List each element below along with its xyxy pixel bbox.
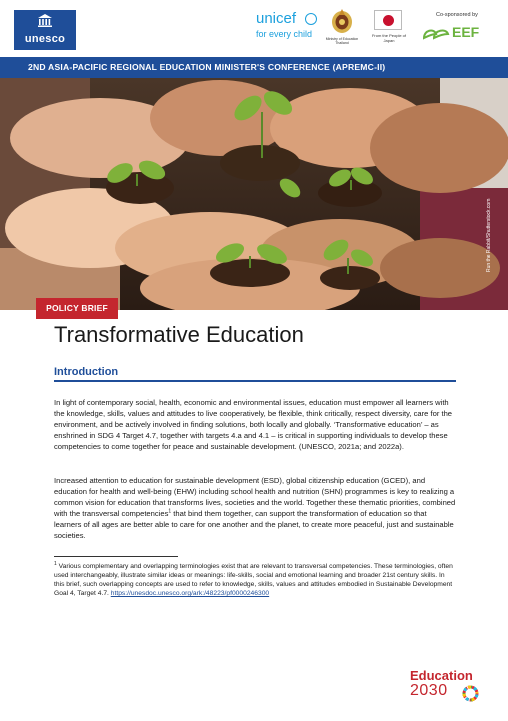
unesco-label: unesco xyxy=(24,33,66,45)
hero-photo xyxy=(0,78,508,310)
paragraph-2-text-a: Increased attention to education for sustainable development (ESD), global citizenship education (GCED), and education for health and well-being (EHW) including school health and nutrition (SHN) programmes is key to realizing a common vision for education that transforms lives, societies and the world. Together these thematic priorities, combined with the transversal competencies xyxy=(54,476,456,518)
paragraph-2-text-b: that bind them together, can support the transformation of education so that learners of all ages are better able to care for one another and the planet, to create more peaceful, just and sustainable societies. xyxy=(54,508,454,540)
education-logo-word: Education xyxy=(410,668,473,683)
photo-credit: Run the Rabbit/Shutterstock.com xyxy=(486,198,492,272)
education-2030-logo xyxy=(410,668,486,706)
header xyxy=(0,0,508,57)
temple-icon xyxy=(37,14,53,27)
unicef-tagline: for every child xyxy=(256,29,313,39)
eef-label: EEF xyxy=(452,24,480,40)
footnote-text: Various complementary and overlapping terminologies exist that are relevant to transversal competencies. These terminologies, often used interchangeably, illustrate similar ideas or meanings: life-skills, social and emotional learning and broader 21st century skills. In this brief, such overlapping concepts are used to refer to knowledge, skills, values and attitudes embodied in Sustainable Development Goal 4, Target 4.7. xyxy=(54,563,453,597)
cosponsored-label: Co-sponsored by xyxy=(436,12,478,18)
intro-paragraph-1: In light of contemporary social, health, economic and environmental issues, education must empower all learners with the knowledge, skills, values and attitudes to live cooperatively, be flexible, think critically, respect diversity, care for the environment, and be actively involved in finding solutions, both locally and globally. ‘Transformative education’ – as enshrined in SDG 4 Target 4.7, together with targets 4.a and 4.1 – is critical in supporting individuals to develop these competencies to come together for peace and sustainable development. (UNESCO, 2021a; and 2022a). xyxy=(54,398,453,451)
banner-text: 2ND ASIA-PACIFIC REGIONAL EDUCATION MINISTER'S CONFERENCE (APREMC-II) xyxy=(28,62,386,72)
section-heading: Introduction xyxy=(54,366,119,378)
eef-leaf-icon xyxy=(422,24,450,44)
thai-ministry-seal-icon xyxy=(331,8,353,34)
japan-sun xyxy=(383,15,394,26)
japan-caption: From the People of Japan xyxy=(371,33,407,43)
thai-ministry-caption: Ministry of Education Thailand xyxy=(325,37,359,45)
hands-holding-seedlings-image xyxy=(0,78,508,310)
sdg-wheel-icon xyxy=(462,685,479,702)
unicef-name: unicef xyxy=(256,10,297,27)
intro-paragraph-2 xyxy=(54,476,456,541)
unesco-logo xyxy=(14,10,76,50)
globe-icon xyxy=(305,13,317,25)
section-divider xyxy=(54,380,456,382)
education-logo-year: 2030 xyxy=(410,682,448,699)
policy-brief-label: POLICY BRIEF xyxy=(46,303,108,313)
footnote-divider xyxy=(54,556,178,557)
japan-flag-icon xyxy=(374,10,402,30)
footnote-link[interactable]: https://unesdoc.unesco.org/ark:/48223/pf0000246300 xyxy=(110,590,270,597)
eef-logo xyxy=(422,24,492,44)
footnote-number: 1 xyxy=(54,560,57,567)
unicef-logo xyxy=(256,10,322,46)
conference-banner xyxy=(0,57,508,78)
policy-brief-badge xyxy=(36,298,118,319)
footnote xyxy=(54,562,456,598)
document-title: Transformative Education xyxy=(54,322,304,347)
footnote-ref[interactable]: 1 xyxy=(168,508,172,515)
